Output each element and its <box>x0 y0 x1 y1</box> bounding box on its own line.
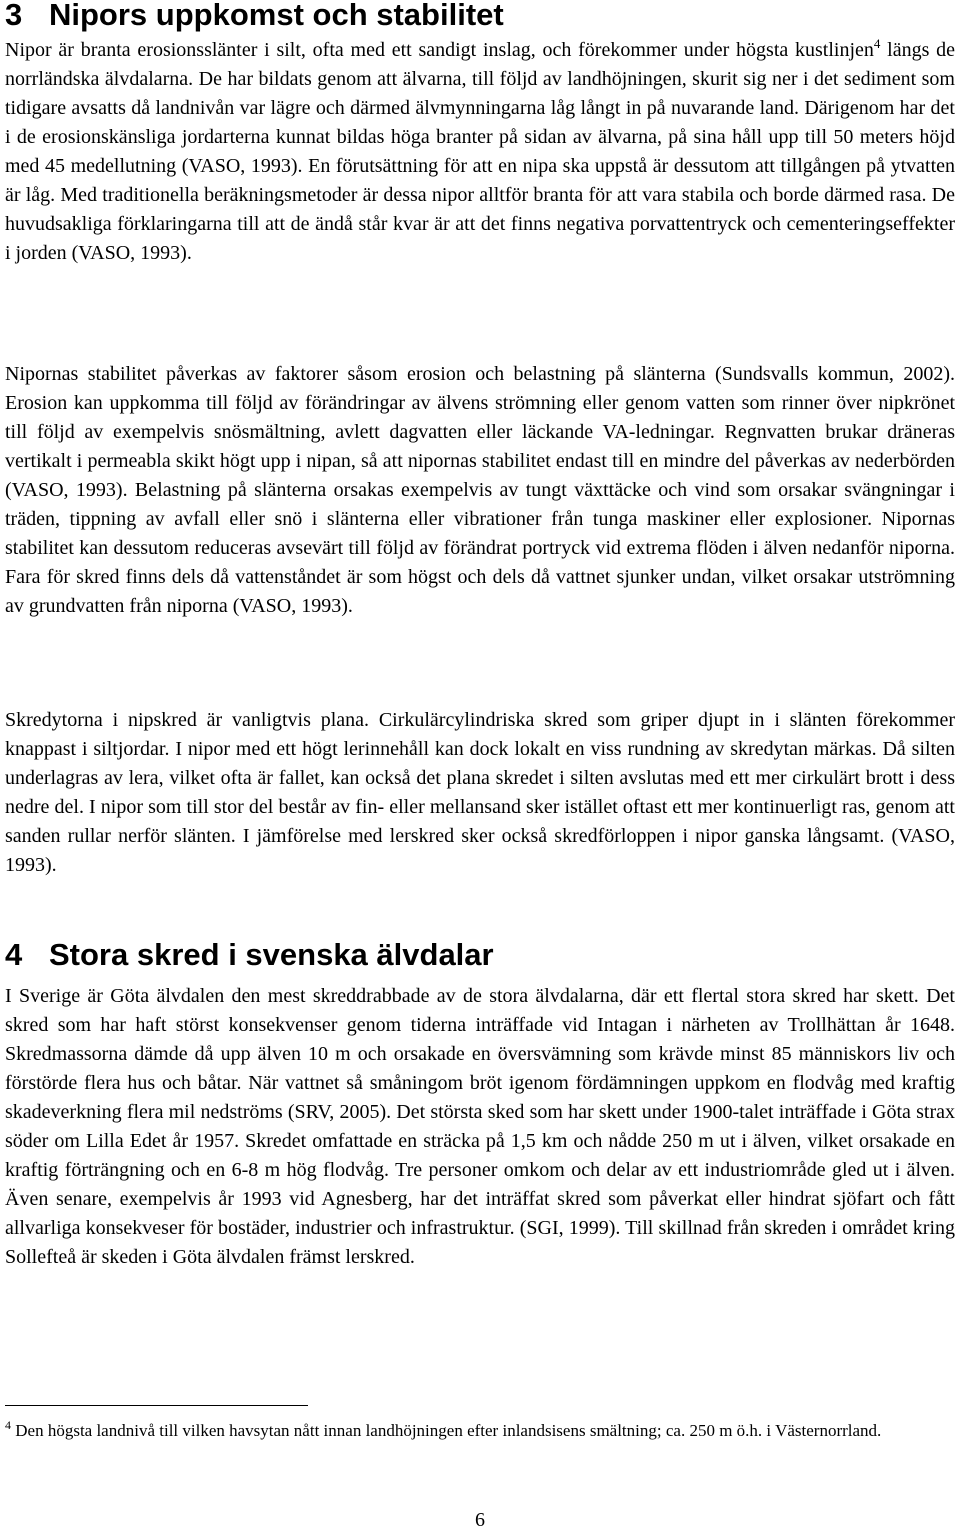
section-3-title: Nipors uppkomst och stabilitet <box>49 0 504 32</box>
page-number: 6 <box>475 1509 485 1531</box>
section-3-paragraph-2: Nipornas stabilitet påverkas av faktorer såsom erosion och belastning på slänterna (Sundsvalls kommun, 2002). Erosion kan uppkomma till följd av förändringar av älvens strömning eller genom vatten som rinner över nipkrönet till följd av exempelvis snösmältning, avlett dagvatten eller läckande VA-ledningar. Regnvatten brukar dräneras vertikalt i permeabla skikt högt upp i nipan, så att nipornas stabilitet endast till en mindre del påverkas av nederbörden (VASO, 1993). Belastning på slänterna orsakas exempelvis av tungt växttäcke och vind som orsakar svängningar i träden, tippning av avfall eller snö i slänterna eller vibrationer från tunga maskiner eller explosioner. Nipornas stabilitet kan dessutom reduceras avsevärt till följd av förändrat portryck vid extrema flöden i älven nedanför niporna. Fara för skred finns dels då vattenståndet är som högst och dels då vattnet sjunker undan, vilket orsakar utströmning av grundvatten från niporna (VASO, 1993). <box>5 363 955 617</box>
section-3-paragraph-3: Skredytorna i nipskred är vanligtvis plana. Cirkulärcylindriska skred som griper djupt in i slänten förekommer knappast i siltjordar. I nipor med ett högt lerinnehåll kan dock lokalt en viss rundning av skredytan märkas. Då silten underlagras av lera, vilket ofta är fallet, kan också det plana skredet i silten avslutas med ett mer cirkulärt brott i dess nedre del. I nipor som till stor del består av fin- eller mellansand sker istället oftast ett mer kontinuerligt ras, genom att sanden rullar nerför slänten. I jämförelse med lerskred sker också skredförloppen i nipor ganska långsamt. (VASO, 1993). <box>5 709 955 876</box>
section-4-title: Stora skred i svenska älvdalar <box>49 937 494 972</box>
paragraph-text: längs de norrländska älvdalarna. De har bildats genom att älvarna, till följd av landhöjningen, skurit sig ner i det sediment som tidigare avsatts då landnivån var lägre och därmed älvmynningarna låg långt in på nuvarande land. Därigenom har det i de erosionskänsliga jordarterna kunnat bildas höga branter på sidan av älvarna, på sina håll upp till 50 meters höjd med 45 medellutning (VASO, 1993). En förutsättning för att en nipa ska uppstå är dessutom att tillgången på ytvatten är låg. Med traditionella beräkningsmetoder är dessa nipor alltför branta för att vara stabila och borde därmed rasa. De huvudsakliga förklaringarna till att de ändå står kvar är att det finns negativa porvattentryck och cementeringseffekter i jorden (VASO, 1993). <box>5 39 956 264</box>
footnote-mark: 4 <box>5 1418 11 1432</box>
footnote-separator <box>5 1405 308 1406</box>
section-4-number: 4 <box>5 937 23 972</box>
footnote-reference: 4 <box>873 36 881 51</box>
section-3-number: 3 <box>5 0 23 32</box>
section-4-paragraph-1: I Sverige är Göta älvdalen den mest skreddrabbade av de stora älvdalarna, där ett flertal stora skred har skett. Det skred som har haft störst konsekvenser genom tiderna inträffade vid Intagan i närheten av Trollhättan år 1648. Skredmassorna dämde då upp älven 10 m och orsakade en översvämning som krävde minst 85 människors liv och förstörde flera hus och båtar. När vattnet så småningom bröt igenom fördämningen uppkom en flodvåg med kraftig skadeverkning flera mil nedströms (SRV, 2005). Det största sked som har skett under 1900-talet inträffade i Göta strax söder om Lilla Edet år 1957. Skredet omfattade en sträcka på 1,5 km och nådde 250 m ut i älven, vilket orsakade en kraftig förträngning och en 6-8 m hög flodvåg. Tre personer omkom och delar av ett industriområde gled ut i älven. Även senare, exempelvis år 1993 vid Agnesberg, har det inträffat skred som påverkat eller hindrat sjöfart och fått allvarliga konsekveser för bostäder, industrier och infrastruktur. (SGI, 1999). Till skillnad från skreden i området kring Sollefteå är skeden i Göta älvdalen främst lerskred. <box>5 985 955 1268</box>
footnote <box>5 1418 955 1443</box>
footnote-text: Den högsta landnivå till vilken havsytan nått innan landhöjningen efter inlandsisens smältning; ca. 250 m ö.h. i Västernorrland. <box>11 1421 882 1440</box>
paragraph-text: Nipor är branta erosionsslänter i silt, ofta med ett sandigt inslag, och förekommer under högsta kustlinjen <box>5 39 874 61</box>
section-4-heading <box>5 937 494 973</box>
section-3-paragraph-1 <box>5 36 955 268</box>
section-3-heading <box>5 0 504 33</box>
